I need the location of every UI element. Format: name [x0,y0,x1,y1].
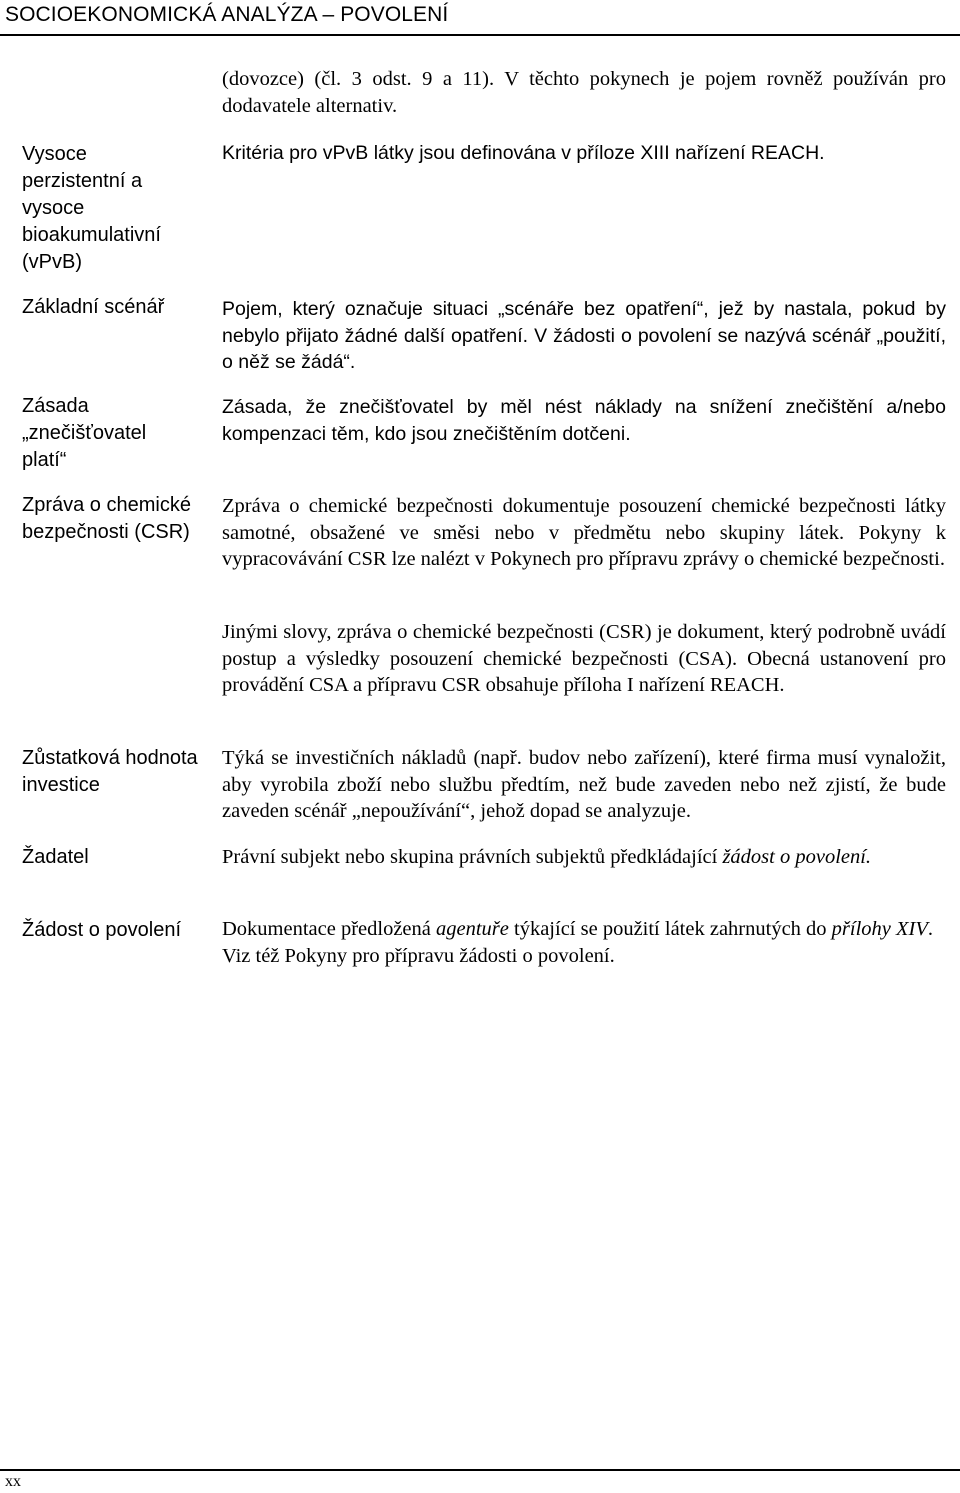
definition-zadost-rest: . Viz též Pokyny pro přípravu žádosti o povolení. [222,918,934,967]
definition-zasada: Zásada, že znečišťovatel by měl nést náklady na snížení znečištění a/nebo kompenzaci těm, kdo jsou znečištěním dotčeni. [222,396,946,445]
continuation-definition: (dovozce) (čl. 3 odst. 9 a 11). V těchto pokynech je pojem rovněž používán pro dodavatele alternativ. [222,68,946,117]
term-zadost-o-povoleni: Žádost o povolení [22,919,181,941]
page-header [0,0,960,36]
term-csr: Zpráva o chemické bezpečnosti (CSR) [22,494,191,543]
definition-zadost-text: Dokumentace předložená [222,918,437,940]
term-zakladni-scenar: Základní scénář [22,296,165,318]
term-zustatkova-hodnota: Zůstatková hodnota investice [22,747,198,796]
definition-zadatel [222,844,946,871]
definition-vpvb: Kritéria pro vPvB látky jsou definována v příloze XIII nařízení REACH. [222,142,825,164]
header-divider [0,34,960,36]
definition-zustatkova-hodnota: Týká se investičních nákladů (např. budov nebo zařízení), které firma musí vynaložit, aby vyrobila zboží nebo službu předtím, než bude zaveden nebo než zjistí, že bude zaveden scénář „nepoužívání“, jehož dopad se analyzuje. [222,747,946,822]
definition-csr-2: Jinými slovy, zpráva o chemické bezpečnosti (CSR) je dokument, který podrobně uvádí postup a výsledky posouzení chemické bezpečnosti (CSA). Obecná ustanovení pro provádění CSA a přípravu CSR obsahuje příloha I nařízení REACH. [222,621,946,696]
definition-zadatel-text: Právní subjekt nebo skupina právních subjektů předkládající [222,846,723,868]
term-zasada: Zásada „znečišťovatel platí“ [22,395,147,471]
footer-divider [0,1469,960,1471]
definition-zadost-mid: týkající se použití látek zahrnutých do [508,918,832,940]
page-number: xx [5,1473,21,1490]
term-zadatel: Žadatel [22,846,89,868]
definition-zadost-o-povoleni [222,916,946,969]
definition-zadost-italic-agentura: agentuře [436,918,509,940]
definition-zadatel-italic: žádost o povolení. [722,846,872,868]
definition-csr: Zpráva o chemické bezpečnosti dokumentuje posouzení chemické bezpečnosti látky samotné, obsažené ve směsi nebo v předmětu nebo skupiny látek. Pokyny k vypracovávání CSR lze nalézt v Pokynech pro přípravu zprávy o chemické bezpečnosti. [222,495,946,570]
document-title: SOCIOEKONOMICKÁ ANALÝZA – POVOLENÍ [5,3,449,26]
term-vpvb: Vysoce perzistentní a vysoce bioakumulativní (vPvB) [22,143,161,273]
definition-zakladni-scenar: Pojem, který označuje situaci „scénáře bez opatření“, jež by nastala, pokud by nebylo přijato žádné další opatření. V žádosti o povolení se nazývá scénář „použití, o něž se žádá“. [222,298,946,373]
definition-zadost-italic-priloha: přílohy XIV [831,918,928,940]
